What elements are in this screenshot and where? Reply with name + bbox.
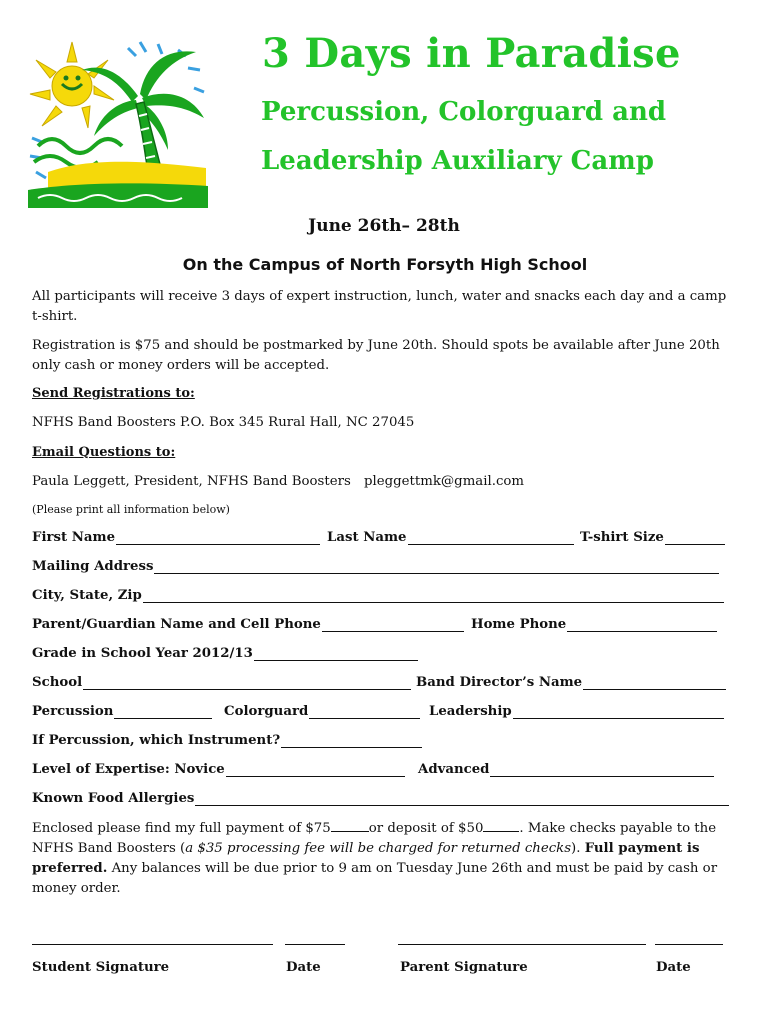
palm-tree-sun-logo-icon	[28, 38, 208, 208]
parent-name-phone-field[interactable]	[32, 617, 464, 632]
payment-paragraph	[32, 818, 732, 899]
email-questions-heading: Email Questions to:	[32, 445, 176, 460]
expertise-advanced-field[interactable]	[418, 762, 714, 777]
full-payment-blank[interactable]	[331, 818, 369, 832]
food-allergies-label: Known Food Allergies	[32, 791, 195, 806]
subtitle-line-2: Leadership Auxiliary Camp	[261, 146, 654, 176]
print-note: (Please print all information below)	[32, 503, 230, 516]
leadership-label: Leadership	[429, 704, 512, 719]
mailing-address-label: Mailing Address	[32, 559, 154, 574]
last-name-label: Last Name	[327, 530, 407, 545]
percussion-field[interactable]	[32, 704, 212, 719]
percussion-label: Percussion	[32, 704, 114, 719]
deposit-blank[interactable]	[483, 818, 519, 832]
student-date-label: Date	[286, 960, 321, 975]
expertise-novice-field[interactable]	[32, 762, 405, 777]
processing-fee-note: a $35 processing fee will be charged for returned checks	[185, 841, 572, 856]
balance-due-text: Any balances will be due prior to 9 am on Tuesday June 26th and must be paid by cash or money order.	[32, 861, 718, 896]
camp-dates	[0, 216, 770, 236]
first-name-label: First Name	[32, 530, 116, 545]
grade-label: Grade in School Year 2012/13	[32, 646, 253, 661]
payment-close-paren: ).	[571, 841, 585, 856]
leadership-field[interactable]	[429, 704, 724, 719]
page-title: 3 Days in Paradise	[262, 30, 681, 77]
instrument-field[interactable]	[32, 733, 422, 748]
contact-email-link[interactable]: pleggettmk@gmail.com	[364, 474, 525, 489]
full-payment-preferred: Full payment is preferred.	[32, 841, 700, 876]
camp-location: On the Campus of North Forsyth High School	[182, 255, 588, 274]
expertise-novice-label: Level of Expertise: Novice	[32, 762, 225, 777]
info-paragraph-1: All participants will receive 3 days of expert instruction, lunch, water and snacks each day and a camp t-shirt.	[32, 289, 727, 324]
camp-dates-text: June 26th– 28th	[308, 216, 460, 236]
parent-date-line[interactable]	[655, 944, 723, 945]
city-state-zip-label: City, State, Zip	[32, 588, 142, 603]
grade-field[interactable]	[32, 646, 418, 661]
tshirt-size-field[interactable]	[580, 530, 725, 545]
student-signature-label: Student Signature	[32, 960, 170, 975]
home-phone-label: Home Phone	[471, 617, 567, 632]
mailing-address-field[interactable]	[32, 559, 719, 574]
school-label: School	[32, 675, 83, 690]
expertise-advanced-label: Advanced	[418, 762, 490, 777]
band-director-label: Band Director’s Name	[416, 675, 583, 690]
city-state-zip-field[interactable]	[32, 588, 724, 603]
food-allergies-field[interactable]	[32, 791, 729, 806]
send-registrations-heading: Send Registrations to:	[32, 386, 195, 401]
student-signature-line[interactable]	[32, 944, 273, 945]
parent-signature-label: Parent Signature	[400, 960, 528, 975]
mailing-address-text: NFHS Band Boosters P.O. Box 345 Rural Hall, NC 27045	[32, 415, 415, 430]
subtitle-line-1: Percussion, Colorguard and	[261, 97, 667, 127]
band-director-field[interactable]	[416, 675, 726, 690]
parent-name-phone-label: Parent/Guardian Name and Cell Phone	[32, 617, 321, 632]
contact-name: Paula Leggett, President, NFHS Band Boosters	[32, 474, 351, 489]
colorguard-field[interactable]	[224, 704, 420, 719]
info-paragraph-2: Registration is $75 and should be postmarked by June 20th. Should spots be available after June 20th only cash or money orders will be accepted.	[32, 338, 720, 373]
contact-line	[32, 474, 525, 489]
last-name-field[interactable]	[327, 530, 574, 545]
colorguard-label: Colorguard	[224, 704, 309, 719]
payment-payable-text: . Make checks payable to the NFHS Band Boosters (	[32, 821, 717, 856]
parent-date-label: Date	[656, 960, 691, 975]
student-date-line[interactable]	[285, 944, 345, 945]
instrument-label: If Percussion, which Instrument?	[32, 733, 281, 748]
school-field[interactable]	[32, 675, 411, 690]
first-name-field[interactable]	[32, 530, 320, 545]
payment-full-text: Enclosed please find my full payment of $75	[32, 821, 331, 836]
parent-signature-line[interactable]	[398, 944, 646, 945]
payment-deposit-text: or deposit of $50	[368, 821, 484, 836]
home-phone-field[interactable]	[471, 617, 717, 632]
tshirt-size-label: T-shirt Size	[580, 530, 664, 545]
